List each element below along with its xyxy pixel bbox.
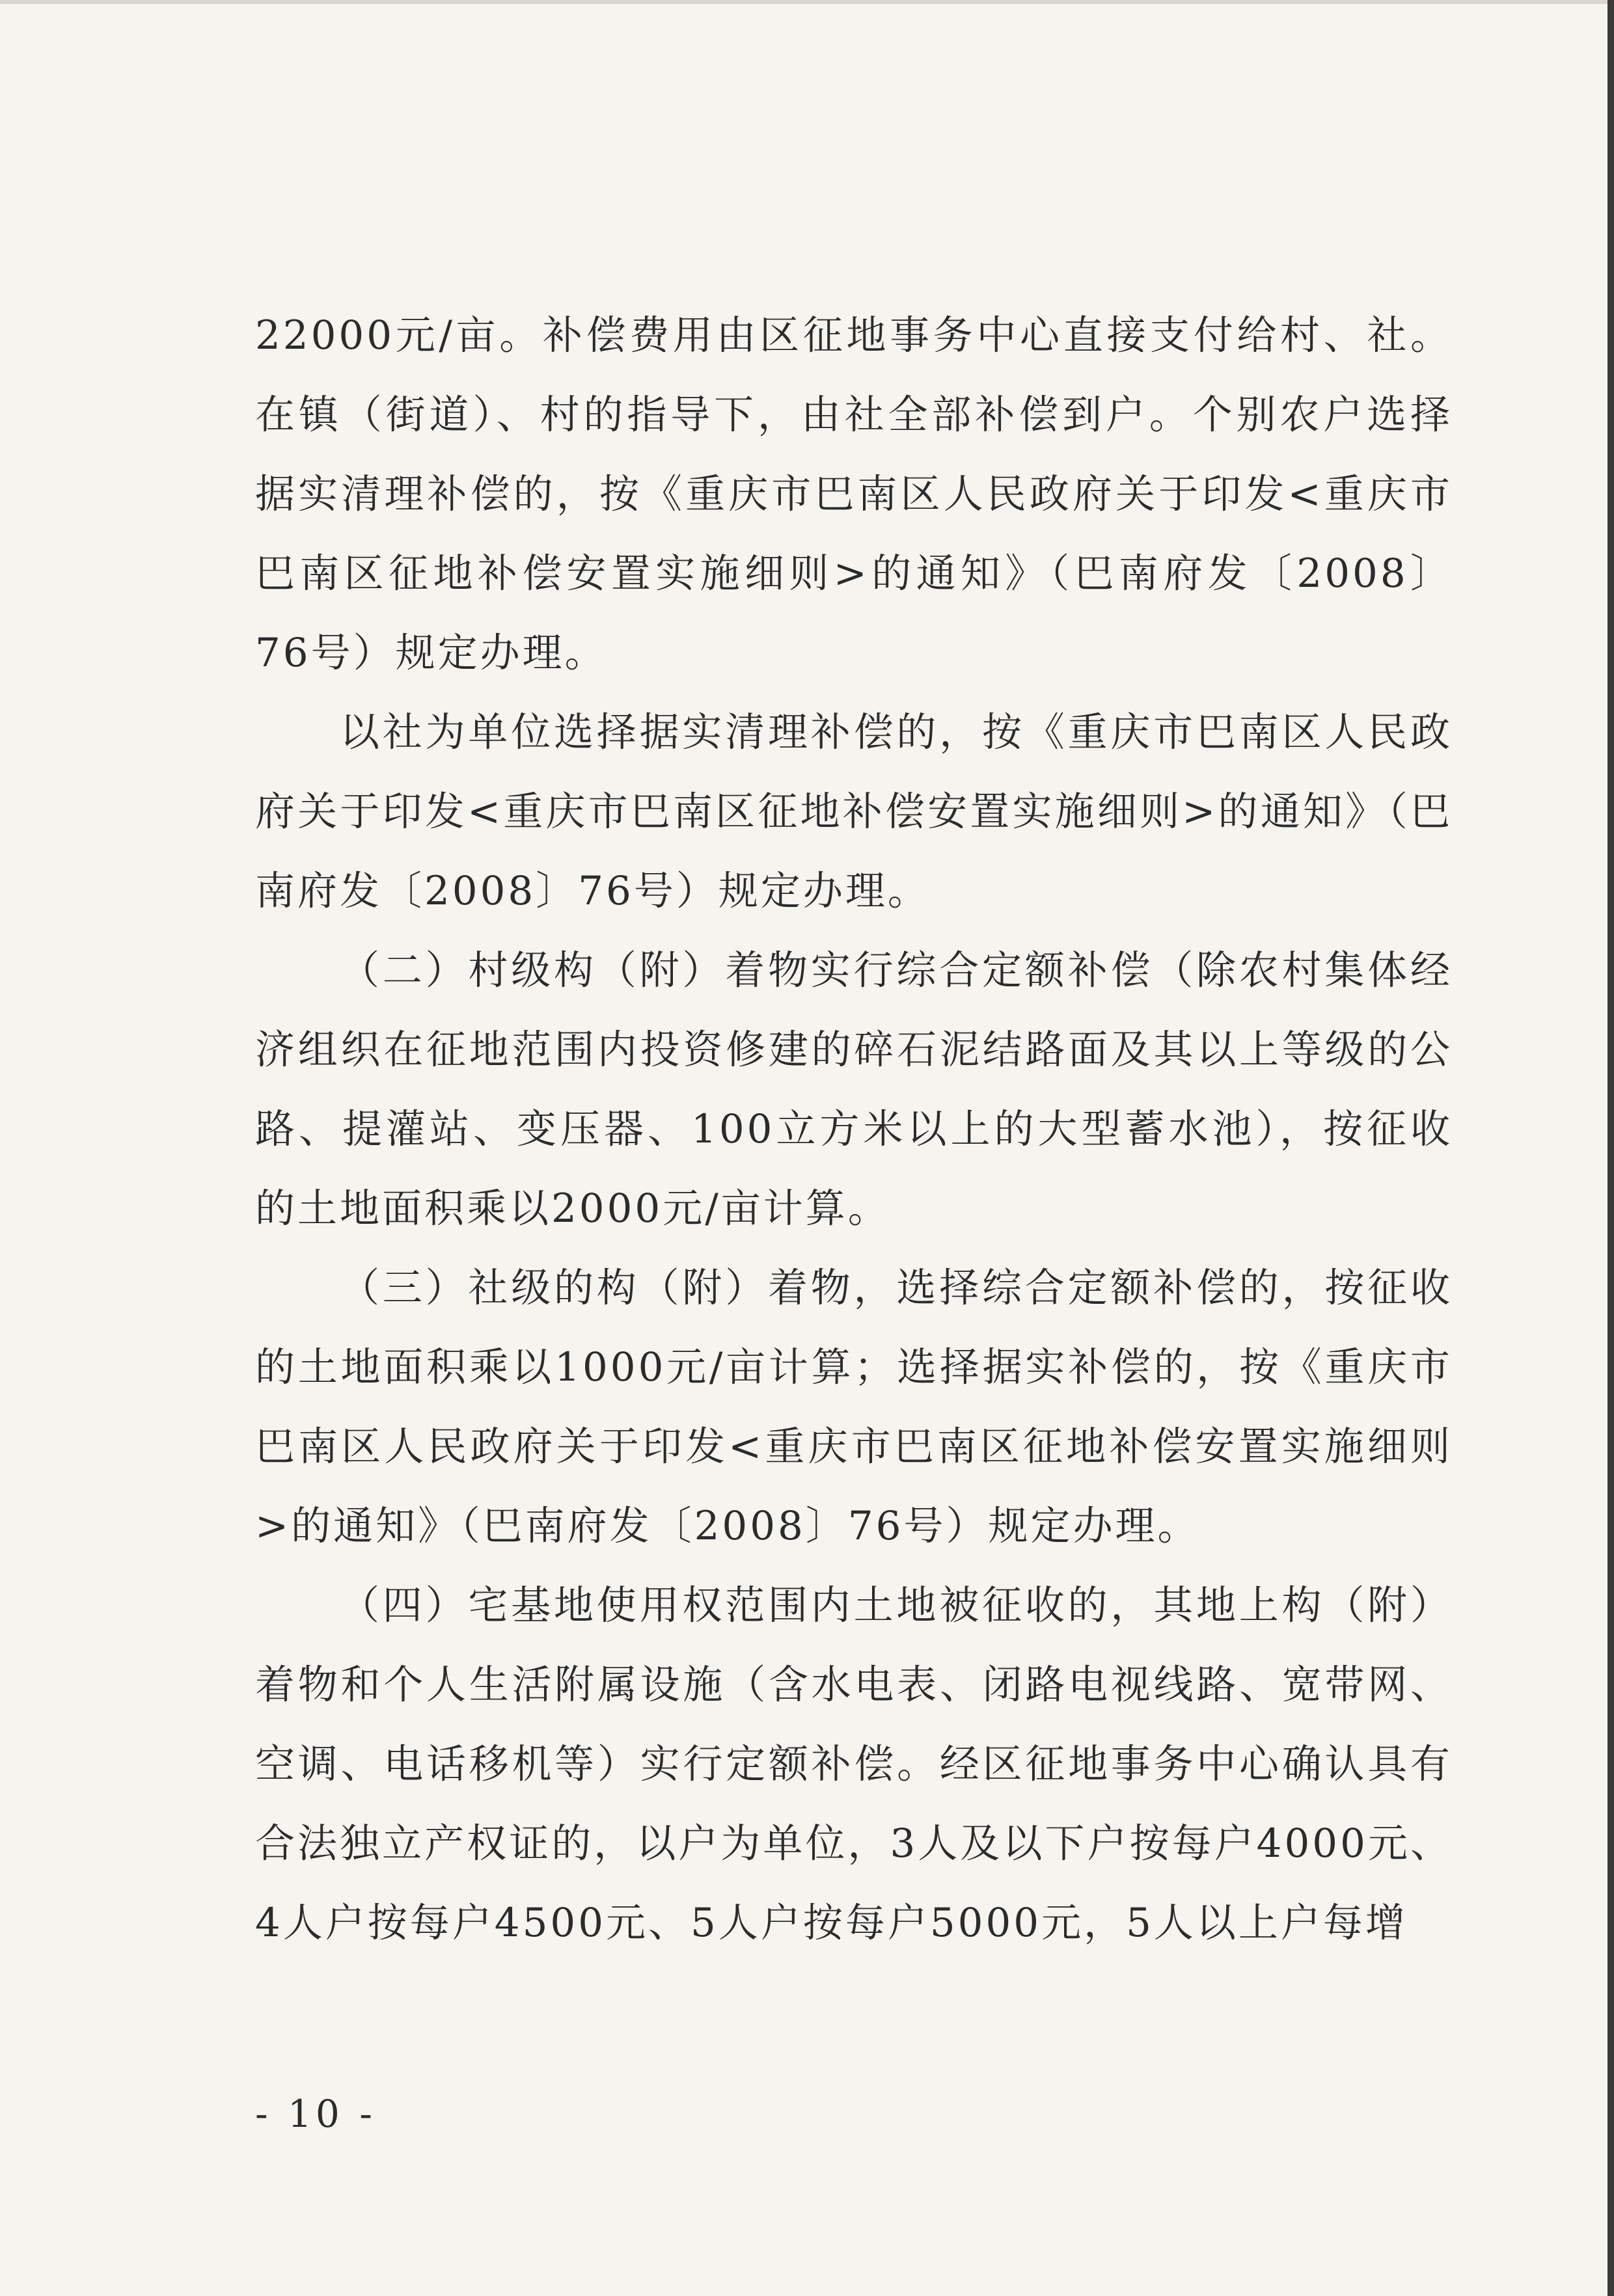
body-text xyxy=(255,296,1453,1963)
scan-right-edge xyxy=(1607,0,1614,2296)
scan-top-edge xyxy=(0,0,1614,4)
paragraph-homestead-attachments: （四）宅基地使用权范围内土地被征收的，其地上构（附）着物和个人生活附属设施（含水电表、闭路电视线路、宽带网、空调、电话移机等）实行定额补偿。经区征地事务中心确认具有合法独立产权证的，以户为单位，3人及以下户按每户4000元、4人户按每户4500元、5人户按每户5000元，5人以上户每增 xyxy=(255,1582,1453,1946)
paragraph-continuation: 22000元/亩。补偿费用由区征地事务中心直接支付给村、社。在镇（街道）、村的指导下，由社全部补偿到户。个别农户选择据实清理补偿的，按《重庆市巴南区人民政府关于印发<重庆市巴南区征地补偿安置实施细则>的通知》（巴南府发〔2008〕76号）规定办理。 xyxy=(255,312,1453,676)
paragraph-community-attachments: （三）社级的构（附）着物，选择综合定额补偿的，按征收的土地面积乘以1000元/亩计算；选择据实补偿的，按《重庆市巴南区人民政府关于印发<重庆市巴南区征地补偿安置实施细则>的通知》（巴南府发〔2008〕76号）规定办理。 xyxy=(255,1265,1453,1549)
page-number: - 10 - xyxy=(255,2092,376,2136)
paragraph-community-compensation: 以社为单位选择据实清理补偿的，按《重庆市巴南区人民政府关于印发<重庆市巴南区征地补偿安置实施细则>的通知》（巴南府发〔2008〕76号）规定办理。 xyxy=(255,709,1453,914)
paragraph-village-attachments: （二）村级构（附）着物实行综合定额补偿（除农村集体经济组织在征地范围内投资修建的碎石泥结路面及其以上等级的公路、提灌站、变压器、100立方米以上的大型蓄水池），按征收的土地面积乘以2000元/亩计算。 xyxy=(255,947,1453,1232)
